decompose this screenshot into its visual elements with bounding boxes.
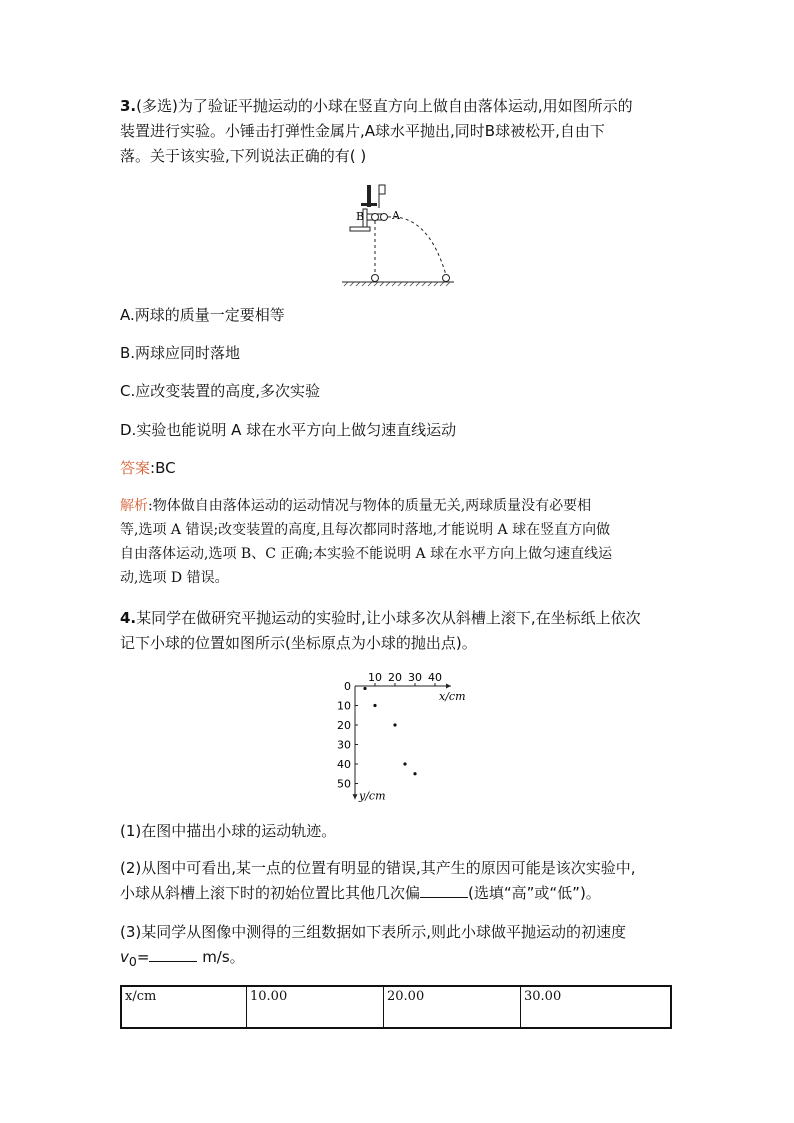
q3-number: 3. [120,97,137,115]
q3-option-a: A.两球的质量一定要相等 [120,306,285,324]
label-a: A [392,209,400,222]
analysis-label: 解析 [120,498,148,514]
ball-a [381,214,388,221]
table-cell: 10.00 [247,986,384,1028]
q4-sub2-line2a: 小球从斜槽上滚下时的初始位置比其他几次偏 [120,884,421,902]
answer-label: 答案 [120,459,151,477]
y-tick-label: 50 [337,777,351,791]
flag [379,185,385,194]
x-tick-label: 40 [428,671,442,684]
ground-hatch [344,282,450,286]
q4-sub3-subscript: 0 [128,954,137,969]
y-axis-label: y/cm [359,789,386,802]
q4-sub2-blank[interactable] [420,881,468,898]
table-cell: 20.00 [384,986,521,1028]
y-axis-arrow [353,794,358,799]
q3-stem-line3: 落。关于该实验,下列说法正确的有( ) [120,147,367,165]
ball-b [372,214,379,221]
data-point [373,704,376,707]
path-a [388,217,446,275]
q4-sub2 [120,856,680,906]
data-point [393,723,396,726]
q4-sub3-blank[interactable] [149,945,197,962]
q4-stem [120,606,680,656]
q4-sub3-v: v [120,948,129,966]
q4-sub1: (1)在图中描出小球的运动轨迹。 [120,822,337,840]
q3-analysis [120,494,680,590]
y-tick-label: 30 [337,738,351,752]
q4-scatter-chart [330,670,470,802]
data-point [363,687,366,690]
data-point [403,762,406,765]
y-tick-label: 10 [337,699,351,713]
q3-stem [120,94,680,169]
q4-sub2-line2b: (选填“高”或“低”)。 [468,884,601,902]
q4-stem-line1: 某同学在做研究平抛运动的实验时,让小球多次从斜槽上滚下,在坐标纸上依次 [136,609,641,627]
y-tick-label: 20 [337,719,351,732]
q4-sub3-unit: m/s。 [197,948,245,966]
stand-base [350,227,370,231]
analysis-line3: 自由落体运动,选项 B、C 正确;本实验不能说明 A 球在水平方向上做匀速直线运 [120,546,613,562]
q3-option-d: D.实验也能说明 A 球在水平方向上做匀速直线运动 [120,421,457,439]
q3-stem-line1: (多选)为了验证平抛运动的小球在竖直方向上做自由落体运动,用如图所示的 [136,97,633,115]
ball-a-landed [443,275,450,282]
q4-data-table [120,985,672,1029]
data-point [413,772,416,775]
table-row [121,986,671,1028]
table-cell: 30.00 [521,986,672,1028]
x-axis-label: x/cm [439,690,466,703]
ball-b-landed [372,275,379,282]
q3-apparatus-figure [338,182,458,290]
table-header-cell: x/cm [121,986,247,1028]
q3-option-c: C.应改变装置的高度,多次实验 [120,382,321,400]
x-tick-label: 20 [388,671,402,684]
q3-stem-line2: 装置进行实验。小锤击打弹性金属片,A球水平抛出,同时B球被松开,自由下 [120,122,605,140]
x-axis-arrow [446,684,451,689]
q4-sub3-eq: = [136,948,150,966]
q4-sub2-line1: (2)从图中可看出,某一点的位置有明显的错误,其产生的原因可能是该次实验中, [120,859,636,877]
q3-option-b: B.两球应同时落地 [120,344,241,362]
label-b: B [356,210,365,223]
analysis-line2: 等,选项 A 错误;改变装置的高度,且每次都同时落地,才能说明 A 球在竖直方向做 [120,522,611,538]
hammer-head [361,203,377,206]
x-tick-label: 10 [368,671,382,684]
answer-value: :BC [150,459,176,477]
q4-stem-line2: 记下小球的位置如图所示(坐标原点为小球的抛出点)。 [120,634,477,652]
analysis-line1: :物体做自由落体运动的运动情况与物体的质量无关,两球质量没有必要相 [148,498,592,514]
q4-number: 4. [120,609,137,627]
q3-answer [120,458,176,478]
q4-sub3 [120,920,680,974]
x-tick-label: 30 [408,671,422,684]
origin-label: 0 [344,680,351,693]
analysis-line4: 动,选项 D 错误。 [120,570,229,586]
y-tick-label: 40 [337,758,351,771]
q4-sub3-line1: (3)某同学从图像中测得的三组数据如下表所示,则此小球做平抛运动的初速度 [120,923,627,941]
